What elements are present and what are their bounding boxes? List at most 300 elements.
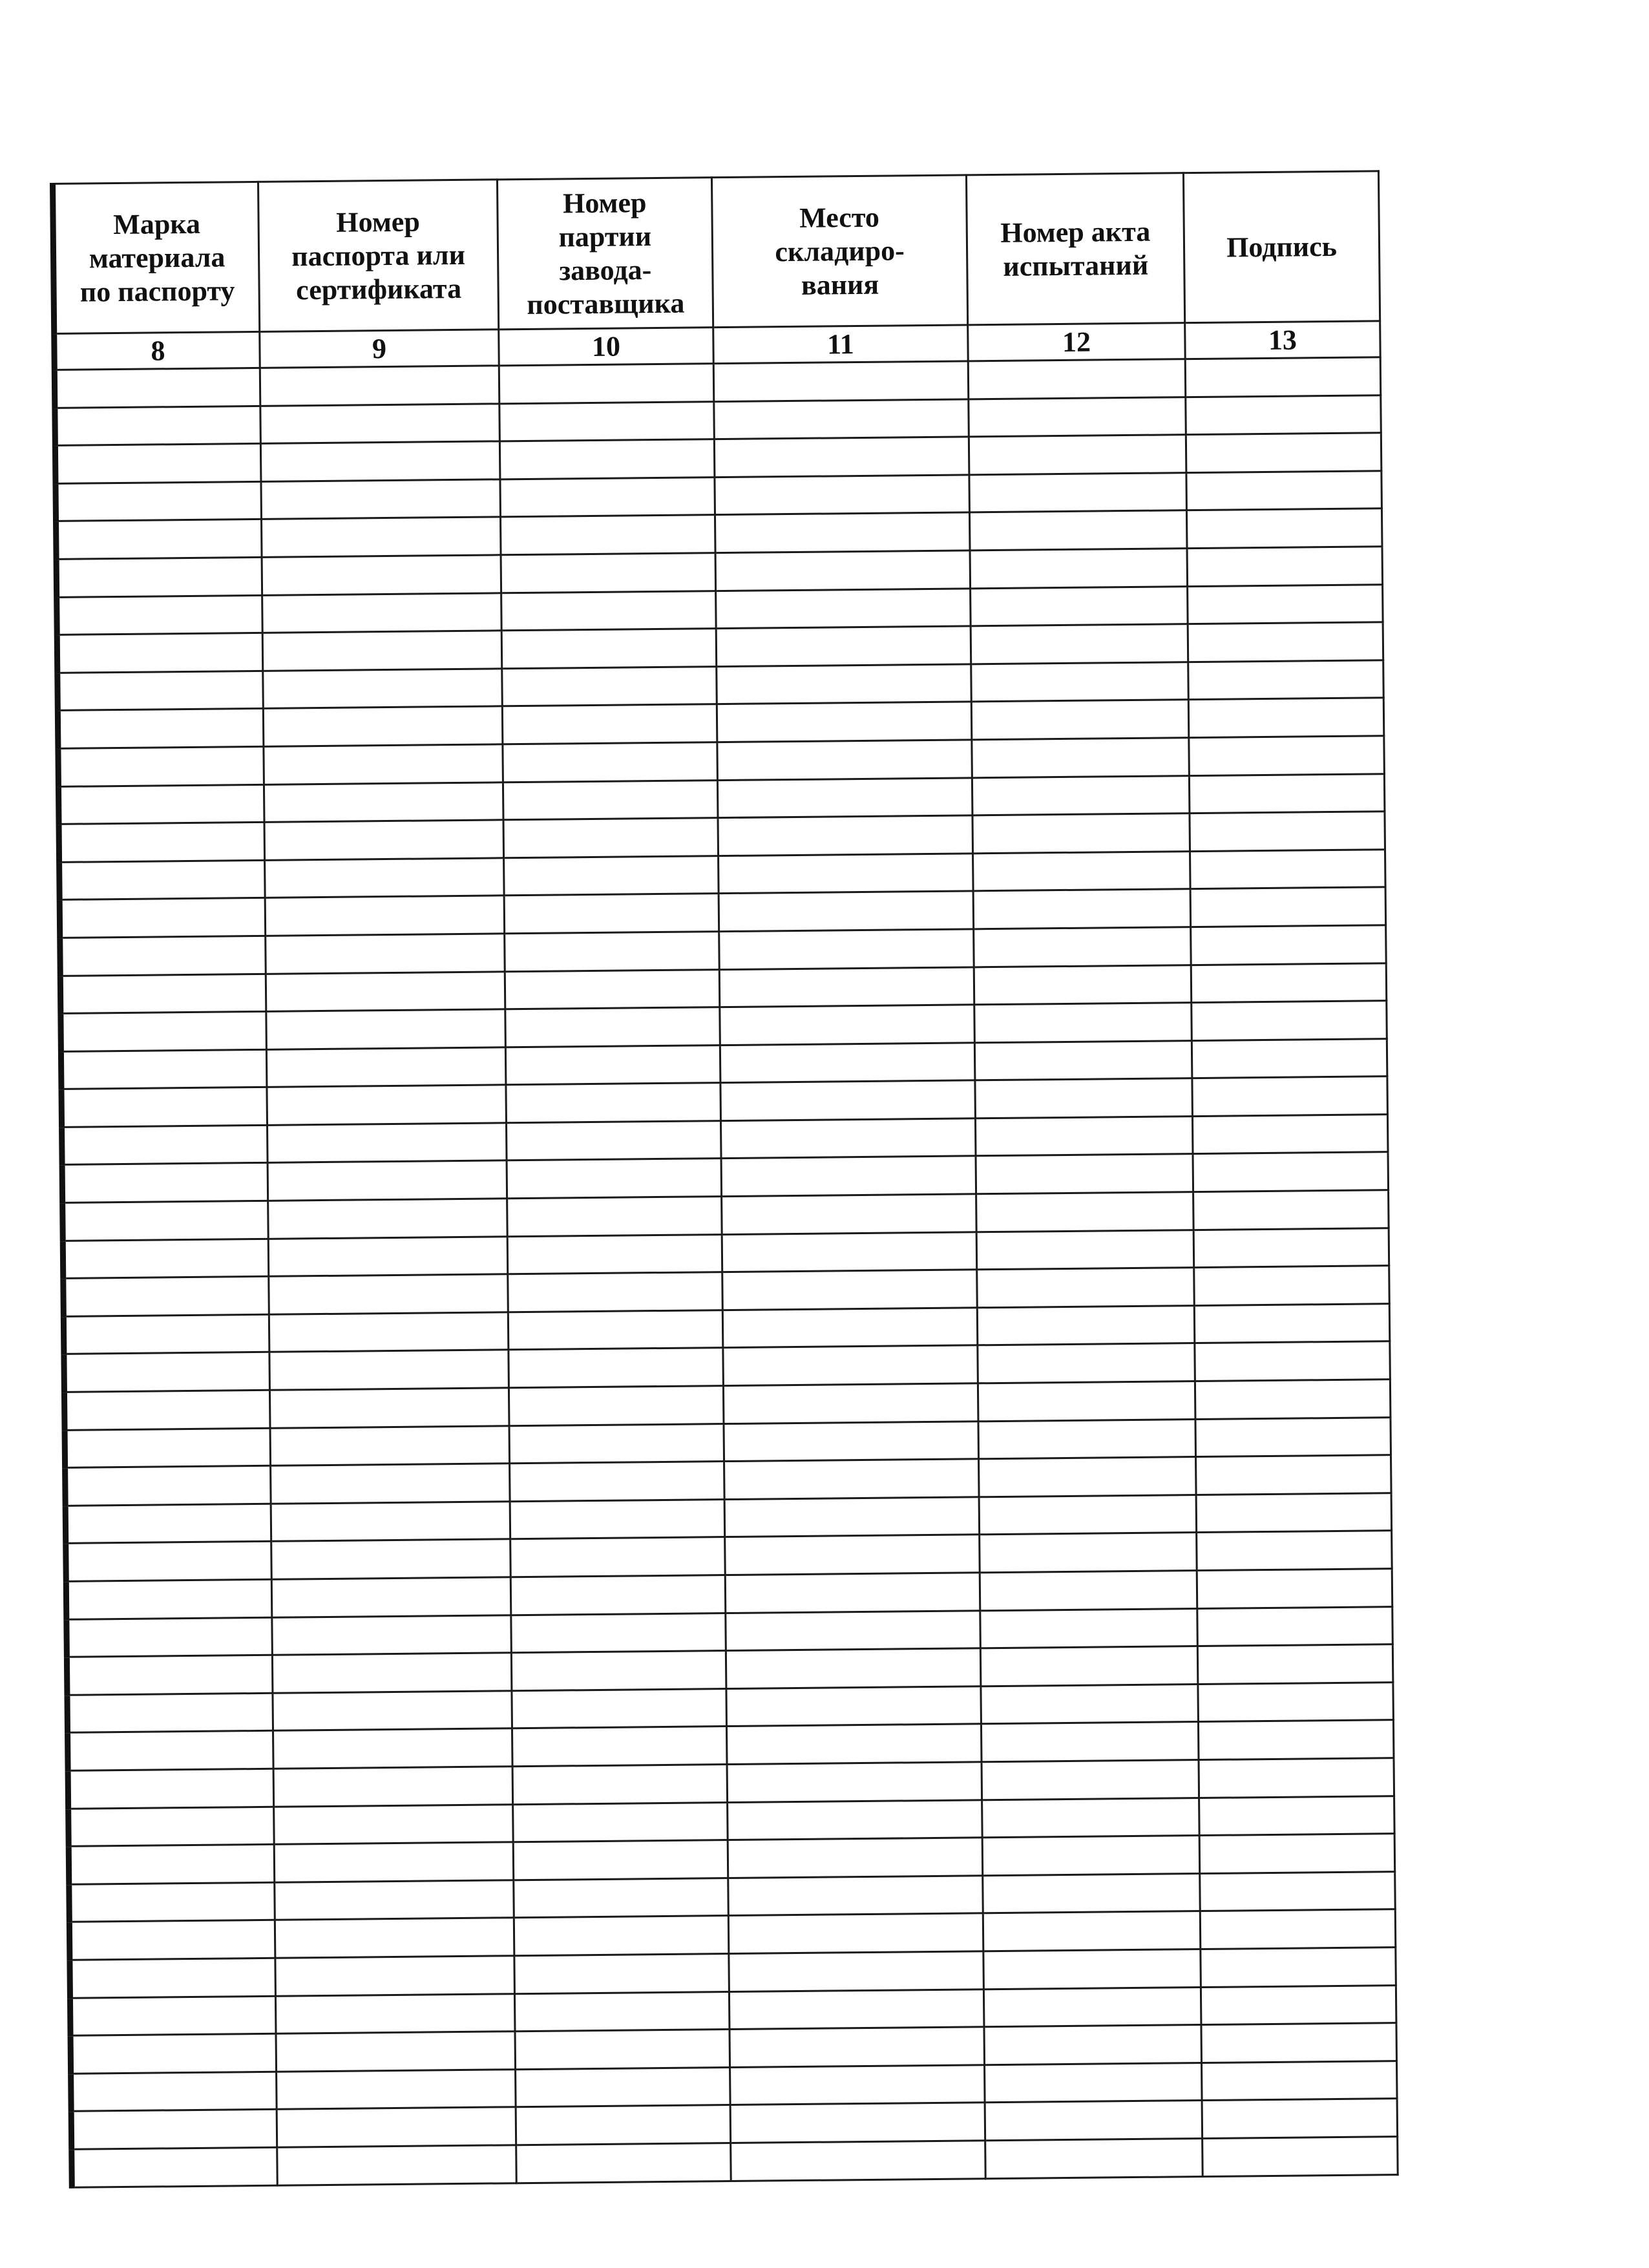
table-cell[interactable] bbox=[511, 1613, 726, 1653]
table-cell[interactable] bbox=[504, 856, 719, 896]
table-cell[interactable] bbox=[70, 1996, 276, 2036]
column-number: 8 bbox=[54, 331, 260, 370]
table-cell[interactable] bbox=[1193, 1228, 1389, 1267]
table-cell[interactable] bbox=[507, 1234, 722, 1274]
table-cell[interactable] bbox=[720, 1080, 976, 1120]
table-cell[interactable] bbox=[983, 1873, 1201, 1913]
table-cell[interactable] bbox=[714, 399, 969, 439]
table-cell[interactable] bbox=[1201, 2023, 1397, 2063]
table-cell[interactable] bbox=[501, 629, 717, 669]
table-cell[interactable] bbox=[516, 2105, 731, 2145]
table-cell[interactable] bbox=[67, 1655, 273, 1695]
table-cell[interactable] bbox=[720, 1005, 975, 1045]
table-cell[interactable] bbox=[717, 740, 972, 780]
table-cell[interactable] bbox=[71, 2110, 277, 2150]
table-cell[interactable] bbox=[717, 664, 972, 704]
table-cell[interactable] bbox=[72, 2147, 278, 2187]
table-cell[interactable] bbox=[726, 1610, 981, 1650]
table-cell[interactable] bbox=[61, 1049, 267, 1089]
table-cell[interactable] bbox=[1202, 2099, 1398, 2138]
table-cell[interactable] bbox=[512, 1727, 727, 1767]
table-cell[interactable] bbox=[1197, 1606, 1393, 1646]
table-cell[interactable] bbox=[63, 1277, 269, 1317]
table-cell[interactable] bbox=[980, 1608, 1198, 1648]
table-cell[interactable] bbox=[516, 2143, 731, 2183]
table-cell[interactable] bbox=[719, 967, 974, 1007]
table-cell[interactable] bbox=[727, 1762, 982, 1802]
table-cell[interactable] bbox=[976, 1192, 1194, 1232]
table-cell[interactable] bbox=[977, 1268, 1195, 1308]
table-cell[interactable] bbox=[975, 1116, 1193, 1156]
table-cell[interactable] bbox=[1201, 1948, 1396, 1987]
table-cell[interactable] bbox=[1190, 849, 1386, 888]
table-cell[interactable] bbox=[980, 1646, 1198, 1686]
table-cell[interactable] bbox=[514, 1916, 729, 1956]
table-cell[interactable] bbox=[969, 510, 1187, 551]
table-cell[interactable] bbox=[58, 671, 264, 711]
table-cell[interactable] bbox=[1195, 1380, 1391, 1419]
table-cell[interactable] bbox=[55, 406, 261, 446]
table-cell[interactable] bbox=[260, 366, 499, 406]
table-cell[interactable] bbox=[275, 1918, 514, 1958]
register-table bbox=[50, 170, 1399, 2188]
table-cell[interactable] bbox=[1188, 584, 1383, 624]
table-cell[interactable] bbox=[978, 1343, 1195, 1383]
column-number: 9 bbox=[260, 330, 499, 368]
table-cell[interactable] bbox=[266, 971, 505, 1011]
table-cell[interactable] bbox=[264, 744, 503, 784]
table-cell[interactable] bbox=[263, 669, 503, 709]
table-cell[interactable] bbox=[508, 1272, 723, 1312]
table-cell[interactable] bbox=[274, 1804, 514, 1844]
table-cell[interactable] bbox=[510, 1462, 725, 1502]
table-cell[interactable] bbox=[1188, 660, 1384, 699]
table-cell[interactable] bbox=[1197, 1531, 1392, 1570]
table-cell[interactable] bbox=[269, 1312, 509, 1352]
table-cell[interactable] bbox=[277, 2145, 517, 2185]
table-cell[interactable] bbox=[509, 1386, 724, 1426]
table-cell[interactable] bbox=[262, 517, 501, 557]
table-cell[interactable] bbox=[983, 1987, 1201, 2027]
table-cell[interactable] bbox=[260, 403, 500, 443]
table-cell[interactable] bbox=[1194, 1304, 1390, 1343]
table-cell[interactable] bbox=[974, 1040, 1192, 1080]
table-cell[interactable] bbox=[1190, 887, 1386, 927]
table-cell[interactable] bbox=[57, 633, 263, 673]
table-cell[interactable] bbox=[730, 2027, 985, 2067]
table-cell[interactable] bbox=[973, 889, 1191, 929]
table-cell[interactable] bbox=[985, 2101, 1203, 2141]
table-cell[interactable] bbox=[715, 512, 970, 552]
table-cell[interactable] bbox=[59, 860, 266, 900]
table-cell[interactable] bbox=[728, 1876, 983, 1916]
table-cell[interactable] bbox=[504, 894, 719, 934]
table-cell[interactable] bbox=[57, 595, 263, 635]
table-cell[interactable] bbox=[66, 1542, 272, 1582]
table-cell[interactable] bbox=[716, 588, 971, 628]
table-cell[interactable] bbox=[720, 1043, 975, 1083]
table-cell[interactable] bbox=[506, 1120, 721, 1160]
table-cell[interactable] bbox=[730, 2103, 985, 2143]
table-cell[interactable] bbox=[503, 780, 718, 820]
table-cell[interactable] bbox=[1199, 1796, 1395, 1835]
table-cell[interactable] bbox=[272, 1615, 512, 1655]
table-cell[interactable] bbox=[1199, 1758, 1394, 1798]
table-cell[interactable] bbox=[983, 1949, 1201, 1989]
column-number: 12 bbox=[968, 323, 1186, 361]
table-cell[interactable] bbox=[972, 738, 1190, 778]
table-cell[interactable] bbox=[270, 1425, 510, 1465]
table-cell[interactable] bbox=[725, 1535, 980, 1575]
table-cell[interactable] bbox=[974, 927, 1192, 967]
table-cell[interactable] bbox=[719, 929, 974, 969]
table-cell[interactable] bbox=[265, 858, 505, 898]
table-cell[interactable] bbox=[723, 1383, 978, 1423]
table-cell[interactable] bbox=[974, 965, 1192, 1005]
table-cell[interactable] bbox=[273, 1728, 513, 1769]
table-cell[interactable] bbox=[500, 477, 715, 517]
table-cell[interactable] bbox=[70, 2033, 277, 2074]
table-cell[interactable] bbox=[1200, 1871, 1396, 1911]
table-cell[interactable] bbox=[972, 775, 1190, 815]
table-cell[interactable] bbox=[71, 2072, 277, 2112]
table-cell[interactable] bbox=[272, 1653, 512, 1693]
table-cell[interactable] bbox=[1192, 1076, 1388, 1116]
table-cell[interactable] bbox=[720, 1118, 976, 1159]
table-cell[interactable] bbox=[69, 1920, 275, 1960]
table-cell[interactable] bbox=[982, 1836, 1200, 1876]
table-cell[interactable] bbox=[63, 1314, 269, 1354]
table-cell[interactable] bbox=[276, 2032, 516, 2072]
table-cell[interactable] bbox=[715, 475, 970, 515]
table-cell[interactable] bbox=[514, 1991, 730, 2032]
table-cell[interactable] bbox=[1192, 1115, 1388, 1154]
table-cell[interactable] bbox=[277, 2107, 516, 2147]
table-cell[interactable] bbox=[722, 1270, 978, 1310]
table-cell[interactable] bbox=[1189, 773, 1385, 813]
table-body bbox=[54, 357, 1398, 2187]
table-cell[interactable] bbox=[726, 1648, 981, 1688]
table-cell[interactable] bbox=[1203, 2137, 1398, 2176]
table-cell[interactable] bbox=[66, 1579, 272, 1619]
table-cell[interactable] bbox=[728, 1800, 983, 1840]
table-cell[interactable] bbox=[513, 1840, 728, 1880]
table-cell[interactable] bbox=[976, 1230, 1194, 1270]
table-cell[interactable] bbox=[718, 815, 973, 856]
table-cell[interactable] bbox=[1200, 1909, 1396, 1949]
table-cell[interactable] bbox=[277, 2069, 516, 2109]
table-cell[interactable] bbox=[1202, 2061, 1398, 2100]
table-cell[interactable] bbox=[503, 742, 718, 782]
table-cell[interactable] bbox=[70, 1958, 276, 1998]
table-cell[interactable] bbox=[724, 1497, 980, 1537]
table-cell[interactable] bbox=[983, 1911, 1201, 1951]
table-cell[interactable] bbox=[1197, 1644, 1393, 1684]
header-passport-number: Номер паспорта или сертификата bbox=[258, 180, 498, 332]
table-cell[interactable] bbox=[507, 1159, 722, 1199]
table-cell[interactable] bbox=[503, 818, 719, 858]
table-cell[interactable] bbox=[719, 891, 974, 931]
table-cell[interactable] bbox=[513, 1802, 728, 1842]
table-cell[interactable] bbox=[985, 2063, 1203, 2103]
table-cell[interactable] bbox=[271, 1464, 510, 1504]
table-cell[interactable] bbox=[722, 1194, 977, 1234]
table-cell[interactable] bbox=[273, 1691, 512, 1731]
table-cell[interactable] bbox=[68, 1769, 274, 1809]
table-cell[interactable] bbox=[58, 709, 264, 749]
table-cell[interactable] bbox=[977, 1305, 1195, 1345]
table-cell[interactable] bbox=[263, 706, 503, 746]
table-cell[interactable] bbox=[65, 1466, 271, 1506]
table-cell[interactable] bbox=[264, 820, 504, 860]
table-cell[interactable] bbox=[729, 1951, 984, 1991]
table-cell[interactable] bbox=[54, 368, 260, 408]
table-cell[interactable] bbox=[1192, 1001, 1387, 1040]
table-cell[interactable] bbox=[713, 361, 969, 401]
table-cell[interactable] bbox=[970, 549, 1188, 589]
table-cell[interactable] bbox=[1186, 395, 1381, 434]
table-cell[interactable] bbox=[981, 1684, 1199, 1724]
table-cell[interactable] bbox=[511, 1651, 726, 1691]
table-cell[interactable] bbox=[722, 1232, 977, 1272]
table-cell[interactable] bbox=[69, 1882, 275, 1922]
header-batch-number: Номер партии завода- поставщика bbox=[497, 178, 713, 330]
table-cell[interactable] bbox=[67, 1693, 273, 1733]
table-cell[interactable] bbox=[65, 1504, 271, 1544]
table-cell[interactable] bbox=[975, 1078, 1193, 1118]
table-cell[interactable] bbox=[56, 557, 262, 597]
table-cell[interactable] bbox=[499, 364, 714, 404]
table-cell[interactable] bbox=[512, 1688, 727, 1728]
table-cell[interactable] bbox=[515, 2030, 730, 2070]
table-cell[interactable] bbox=[62, 1163, 268, 1203]
table-cell[interactable] bbox=[969, 472, 1187, 512]
table-cell[interactable] bbox=[266, 1047, 506, 1087]
table-cell[interactable] bbox=[1194, 1266, 1390, 1305]
table-cell[interactable] bbox=[973, 851, 1191, 891]
table-cell[interactable] bbox=[275, 1956, 515, 1996]
table-cell[interactable] bbox=[1201, 1985, 1396, 2024]
table-cell[interactable] bbox=[516, 2067, 731, 2107]
table-cell[interactable] bbox=[512, 1765, 728, 1805]
table-cell[interactable] bbox=[1195, 1341, 1391, 1381]
table-cell[interactable] bbox=[509, 1348, 724, 1388]
table-cell[interactable] bbox=[724, 1459, 980, 1499]
table-cell[interactable] bbox=[978, 1381, 1195, 1422]
table-cell[interactable] bbox=[58, 784, 264, 824]
table-cell[interactable] bbox=[731, 2141, 986, 2181]
table-cell[interactable] bbox=[265, 896, 505, 936]
column-number: 10 bbox=[499, 328, 714, 366]
table-cell[interactable] bbox=[1186, 509, 1382, 548]
table-cell[interactable] bbox=[980, 1533, 1197, 1573]
table-cell[interactable] bbox=[271, 1539, 511, 1579]
table-cell[interactable] bbox=[261, 479, 501, 520]
table-cell[interactable] bbox=[509, 1423, 724, 1464]
table-cell[interactable] bbox=[274, 1842, 514, 1882]
table-cell[interactable] bbox=[721, 1156, 976, 1196]
table-cell[interactable] bbox=[1186, 471, 1382, 510]
table-cell[interactable] bbox=[1186, 433, 1381, 472]
table-cell[interactable] bbox=[507, 1197, 722, 1237]
table-cell[interactable] bbox=[56, 481, 262, 521]
table-cell[interactable] bbox=[502, 704, 717, 744]
table-cell[interactable] bbox=[505, 932, 720, 972]
table-cell[interactable] bbox=[514, 1878, 729, 1918]
table-cell[interactable] bbox=[728, 1913, 983, 1953]
table-cell[interactable] bbox=[271, 1502, 510, 1542]
header-test-report-number: Номер акта испытаний bbox=[966, 173, 1184, 325]
table-cell[interactable] bbox=[719, 854, 974, 894]
table-cell[interactable] bbox=[1185, 357, 1381, 397]
table-cell[interactable] bbox=[268, 1123, 507, 1163]
table-cell[interactable] bbox=[510, 1499, 725, 1539]
table-cell[interactable] bbox=[58, 746, 264, 786]
table-cell[interactable] bbox=[979, 1457, 1197, 1497]
table-cell[interactable] bbox=[262, 555, 501, 595]
table-cell[interactable] bbox=[1193, 1152, 1389, 1192]
table-cell[interactable] bbox=[62, 1125, 268, 1165]
table-cell[interactable] bbox=[969, 435, 1186, 475]
table-cell[interactable] bbox=[1190, 812, 1385, 851]
table-cell[interactable] bbox=[984, 2025, 1202, 2065]
table-cell[interactable] bbox=[976, 1154, 1193, 1194]
table-cell[interactable] bbox=[63, 1201, 269, 1241]
table-cell[interactable] bbox=[1188, 622, 1383, 662]
table-cell[interactable] bbox=[56, 520, 262, 560]
table-cell[interactable] bbox=[1189, 736, 1385, 775]
table-cell[interactable] bbox=[61, 1011, 267, 1051]
table-cell[interactable] bbox=[980, 1571, 1197, 1611]
table-cell[interactable] bbox=[968, 359, 1186, 399]
table-cell[interactable] bbox=[1199, 1834, 1395, 1873]
table-cell[interactable] bbox=[506, 1083, 721, 1123]
table-cell[interactable] bbox=[730, 2064, 985, 2105]
table-cell[interactable] bbox=[1191, 925, 1387, 965]
table-cell[interactable] bbox=[499, 401, 715, 441]
table-cell[interactable] bbox=[969, 397, 1186, 437]
table-cell[interactable] bbox=[59, 898, 266, 938]
table-cell[interactable] bbox=[1193, 1190, 1389, 1230]
table-cell[interactable] bbox=[68, 1844, 275, 1884]
table-cell[interactable] bbox=[269, 1350, 509, 1390]
table-cell[interactable] bbox=[716, 626, 971, 666]
table-cell[interactable] bbox=[68, 1731, 274, 1771]
table-cell[interactable] bbox=[729, 1989, 984, 2029]
table-cell[interactable] bbox=[985, 2138, 1203, 2178]
table-cell[interactable] bbox=[273, 1767, 513, 1807]
table-cell[interactable] bbox=[717, 777, 972, 817]
table-cell[interactable] bbox=[268, 1199, 508, 1239]
table-cell[interactable] bbox=[271, 1577, 511, 1617]
column-number: 13 bbox=[1185, 321, 1381, 359]
table-cell[interactable] bbox=[260, 441, 500, 481]
table-cell[interactable] bbox=[1198, 1682, 1394, 1721]
table-cell[interactable] bbox=[501, 553, 716, 593]
table-cell[interactable] bbox=[501, 591, 717, 631]
table-cell[interactable] bbox=[266, 934, 505, 974]
table-cell[interactable] bbox=[64, 1390, 270, 1430]
table-cell[interactable] bbox=[275, 1880, 514, 1920]
table-cell[interactable] bbox=[505, 969, 720, 1009]
table-cell[interactable] bbox=[505, 1045, 720, 1085]
table-cell[interactable] bbox=[510, 1575, 726, 1615]
table-cell[interactable] bbox=[1192, 1038, 1387, 1078]
table-cell[interactable] bbox=[724, 1421, 979, 1461]
table-cell[interactable] bbox=[979, 1495, 1197, 1535]
table-cell[interactable] bbox=[67, 1617, 273, 1657]
table-cell[interactable] bbox=[505, 1007, 720, 1047]
table-cell[interactable] bbox=[68, 1807, 275, 1847]
table-cell[interactable] bbox=[982, 1798, 1200, 1838]
table-cell[interactable] bbox=[60, 974, 266, 1014]
table-cell[interactable] bbox=[61, 1087, 268, 1128]
table-cell[interactable] bbox=[1195, 1417, 1391, 1456]
table-cell[interactable] bbox=[1188, 698, 1384, 737]
table-cell[interactable] bbox=[1198, 1720, 1394, 1759]
table-cell[interactable] bbox=[269, 1274, 509, 1314]
table-cell[interactable] bbox=[269, 1388, 509, 1428]
table-cell[interactable] bbox=[725, 1573, 980, 1613]
table-cell[interactable] bbox=[974, 1003, 1192, 1043]
header-signature: Подпись bbox=[1183, 171, 1380, 323]
table-cell[interactable] bbox=[262, 631, 502, 671]
table-cell[interactable] bbox=[262, 593, 502, 633]
table-cell[interactable] bbox=[1197, 1569, 1392, 1608]
table-cell[interactable] bbox=[510, 1537, 726, 1577]
table-cell[interactable] bbox=[508, 1310, 723, 1350]
table-cell[interactable] bbox=[1196, 1493, 1392, 1532]
table-cell[interactable] bbox=[978, 1419, 1196, 1459]
table-cell[interactable] bbox=[981, 1722, 1199, 1762]
table-cell[interactable] bbox=[59, 822, 265, 862]
table-cell[interactable] bbox=[500, 515, 715, 555]
table-cell[interactable] bbox=[971, 700, 1189, 740]
table-cell[interactable] bbox=[514, 1953, 730, 1993]
table-cell[interactable] bbox=[264, 782, 503, 822]
table-cell[interactable] bbox=[1196, 1455, 1392, 1495]
table-cell[interactable] bbox=[502, 666, 717, 706]
table-cell[interactable] bbox=[726, 1724, 982, 1764]
table-cell[interactable] bbox=[65, 1428, 271, 1468]
table-cell[interactable] bbox=[726, 1686, 982, 1727]
table-cell[interactable] bbox=[971, 624, 1188, 664]
table-cell[interactable] bbox=[60, 936, 266, 976]
table-cell[interactable] bbox=[1191, 963, 1387, 1002]
table-cell[interactable] bbox=[266, 1009, 506, 1049]
table-cell[interactable] bbox=[55, 444, 261, 484]
table-cell[interactable] bbox=[972, 814, 1190, 854]
table-cell[interactable] bbox=[982, 1760, 1199, 1800]
table-cell[interactable] bbox=[63, 1239, 269, 1279]
table-cell[interactable] bbox=[971, 662, 1189, 702]
table-cell[interactable] bbox=[728, 1838, 983, 1878]
table-header-row bbox=[53, 171, 1380, 334]
table-cell[interactable] bbox=[722, 1308, 978, 1348]
table-cell[interactable] bbox=[717, 702, 972, 742]
table-cell[interactable] bbox=[715, 551, 971, 591]
table-cell[interactable] bbox=[714, 437, 969, 477]
table-cell[interactable] bbox=[268, 1236, 508, 1276]
table-cell[interactable] bbox=[723, 1345, 978, 1385]
table-cell[interactable] bbox=[499, 439, 715, 479]
table-cell[interactable] bbox=[275, 1993, 515, 2033]
table-cell[interactable] bbox=[971, 586, 1188, 626]
table-cell[interactable] bbox=[267, 1085, 507, 1125]
table-cell[interactable] bbox=[268, 1160, 507, 1201]
table-cell[interactable] bbox=[64, 1352, 270, 1392]
table-cell[interactable] bbox=[1187, 547, 1383, 586]
